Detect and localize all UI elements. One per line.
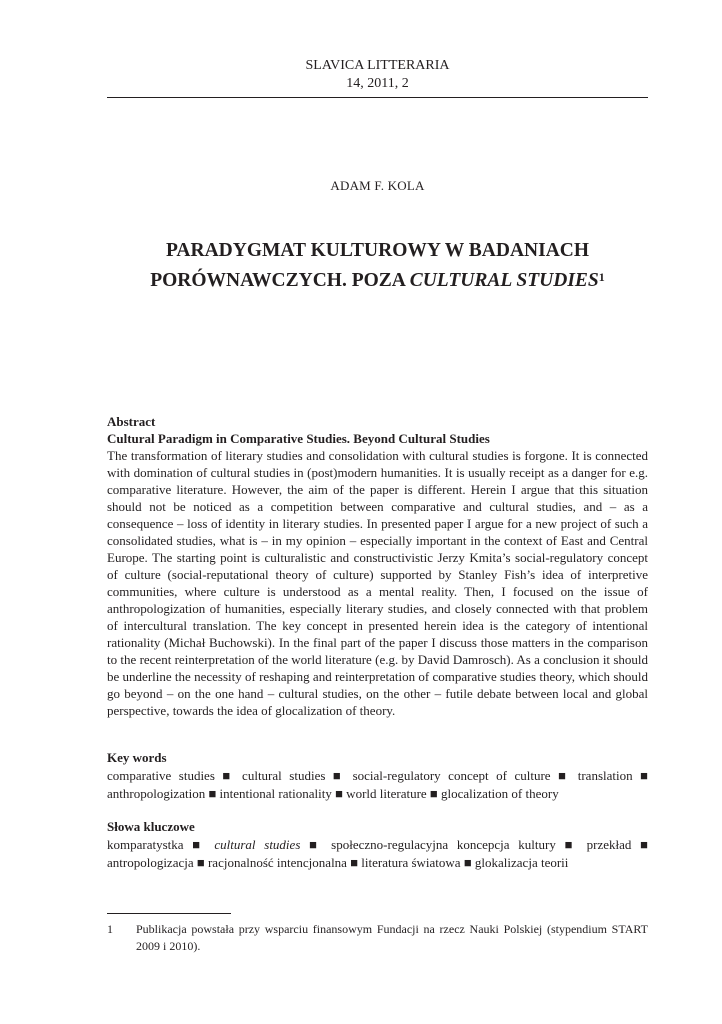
slowa-kluczowe-section [107, 818, 648, 872]
journal-header [107, 57, 648, 93]
header-divider [107, 97, 648, 98]
slowa-kluczowe-suffix: ■ społeczno-regulacyjna koncepcja kultury ■ przekład ■ antropologizacja ■ racjonalność intencjonalna ■ literatura światowa ■ glokalizacja teorii [107, 837, 649, 870]
abstract-title: Cultural Paradigm in Comparative Studies. Beyond Cultural Studies [107, 431, 490, 446]
keywords-section [107, 749, 648, 803]
footnote-divider [107, 913, 231, 914]
title-line-2-italic: CULTURAL STUDIES [409, 270, 599, 291]
title-footnote-ref: 1 [598, 270, 605, 284]
footnote-text: Publikacja powstała przy wsparciu finansowym Fundacji na rzecz Nauki Polskiej (stypendium START 2009 i 2010). [136, 922, 648, 953]
author-name: ADAM F. KOLA [330, 178, 425, 193]
footnote [107, 921, 648, 955]
slowa-kluczowe-label: Słowa kluczowe [107, 819, 195, 834]
slowa-kluczowe-prefix: komparatystka ■ [107, 837, 215, 852]
journal-issue: 14, 2011, 2 [346, 76, 409, 91]
slowa-kluczowe-text [107, 836, 648, 872]
footnote-number: 1 [107, 922, 113, 936]
slowa-kluczowe-italic: cultural studies [214, 837, 301, 852]
keywords-label: Key words [107, 750, 167, 765]
abstract-text: The transformation of literary studies and consolidation with cultural studies is forgone. It is connected with domination of cultural studies in (post)modern humanities. It is usually receipt as a danger for e.g. comparative literature. However, the aim of the paper is different. Herein I argue that this situation should not be noticed as a competition between comparative and cultural studies, and – as a consequence – loss of identity in literary studies. In presented paper I argue for a new project of such a consolidated studies, what is – in my opinion – especially important in the context of East and Central Europe. The starting point is culturalistic and constructivistic Jerzy Kmita’s social-regulatory concept of culture (social-reputational theory of culture) supported by Stanley Fish’s idea of interpretive communities, where culture is understood as a mental reality. Then, I focused on the issue of anthropologization of humanities, especially literary studies, and closely connected with that problem of intercultural translation. The key concept in presented herein idea is the category of intentional rationality (Michał Buchowski). In the final part of the paper I discuss those matters in the comparison to the recent reinterpretation of the world literature (e.g. by David Damrosch). As a conclusion it should be underline the necessity of reshaping and reinterpretation of comparative studies theory, which should go beyond – on the one hand – cultural studies, on the other – futile debate between local and global perspective, towards the idea of glocalization of theory. [107, 448, 648, 718]
abstract-section [107, 413, 648, 719]
title-line-2 [107, 266, 648, 297]
keywords-text: comparative studies ■ cultural studies ■ social-regulatory concept of culture ■ translation ■ anthropologization ■ intentional rationality ■ world literature ■ glocalization of theory [107, 768, 648, 801]
title-line-2-plain: PORÓWNAWCZYCH. POZA [150, 270, 410, 291]
article-title [107, 236, 648, 297]
title-line-1: PARADYGMAT KULTUROWY W BADANIACH [165, 240, 590, 261]
abstract-label: Abstract [107, 414, 156, 429]
journal-name: SLAVICA LITTERARIA [305, 58, 450, 73]
